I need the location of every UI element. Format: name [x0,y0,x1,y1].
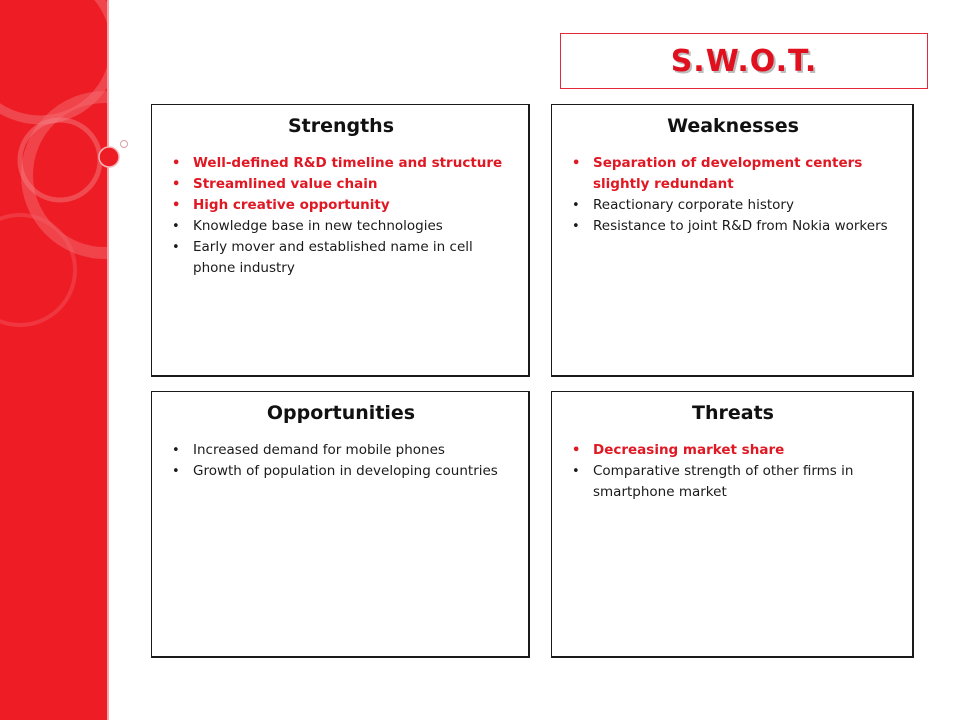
strengths-list [164,153,518,279]
weaknesses-box [551,104,914,377]
opportunities-box [151,391,530,658]
weakness-item: • Resistance to joint R&D from Nokia workers [564,216,902,237]
strength-item: • Streamlined value chain [164,174,518,195]
title-box [560,33,928,89]
opportunity-item: • Growth of population in developing countries [164,461,518,482]
strengths-heading: Strengths [287,115,395,137]
weaknesses-list [564,153,902,237]
weakness-item: • Reactionary corporate history [564,195,902,216]
strength-item: • Knowledge base in new technologies [164,216,518,237]
threats-heading: Threats [692,402,774,424]
strength-item: • Well-defined R&D timeline and structure [164,153,518,174]
deco-circle-small [121,141,128,148]
decorative-circles [0,0,140,180]
opportunities-list [164,440,518,482]
strengths-box [151,104,530,377]
threats-box [551,391,914,658]
weaknesses-heading: Weaknesses [667,115,799,137]
opportunity-item: • Increased demand for mobile phones [164,440,518,461]
strength-item: • High creative opportunity [164,195,518,216]
threat-item: • Comparative strength of other firms in smartphone market [564,461,902,503]
weakness-item: • Separation of development centers slightly redundant [564,153,902,195]
opportunities-heading: Opportunities [266,402,416,424]
deco-circle-large [99,147,119,167]
threat-item: • Decreasing market share [564,440,902,461]
strength-item: • Early mover and established name in cell phone industry [164,237,518,279]
threats-list [564,440,902,503]
page-title: S.W.O.T. [670,43,818,79]
